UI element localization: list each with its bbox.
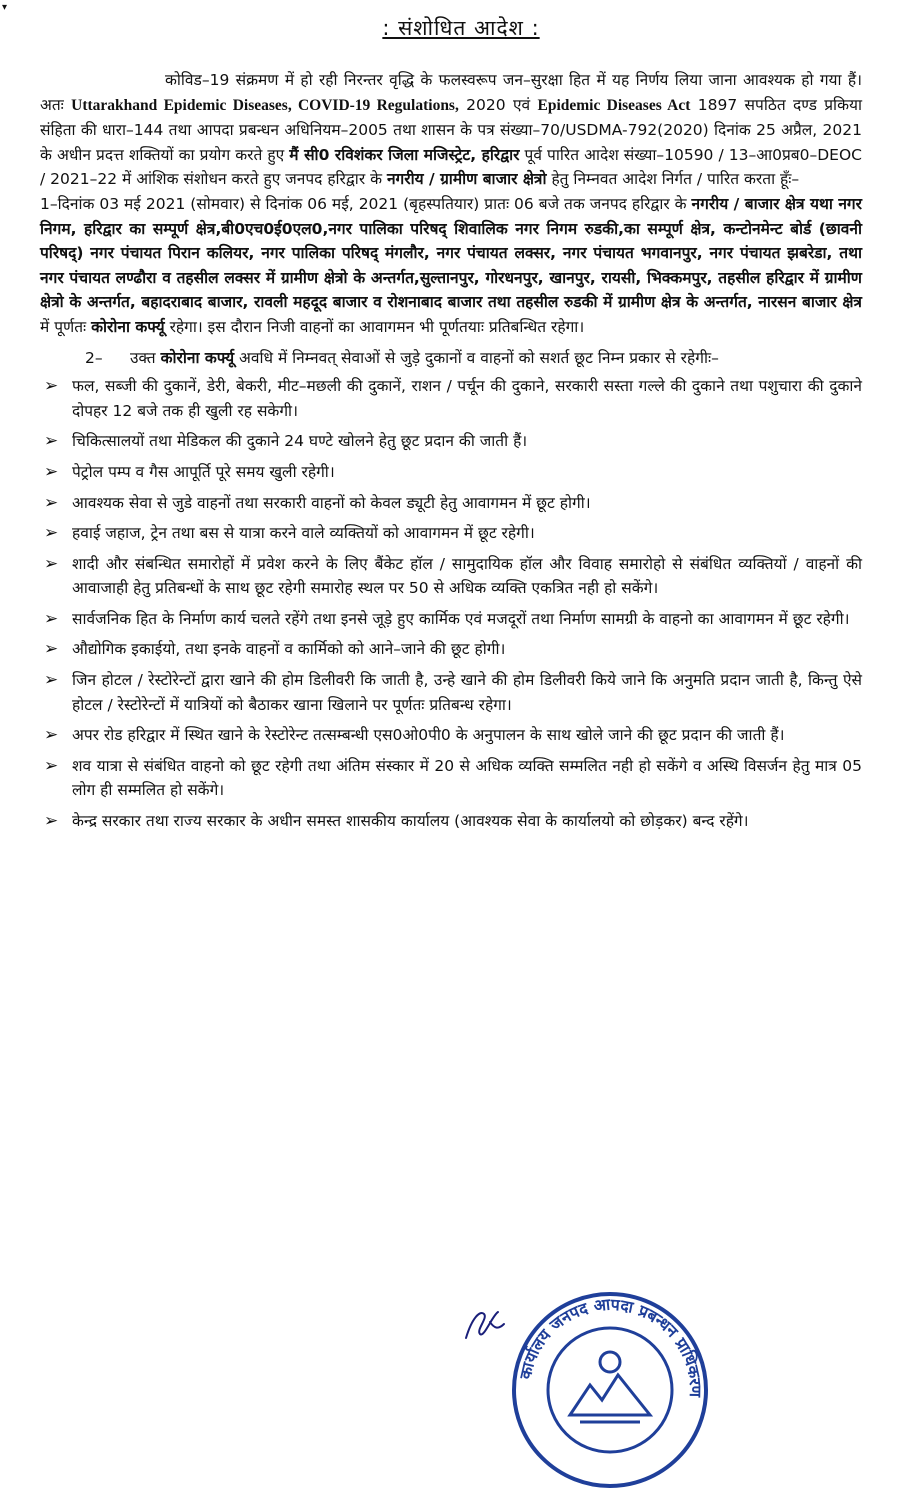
order-body (40, 68, 862, 840)
officer-name: मैं सी0 रविशंकर जिला मजिस्ट्रेट, हरिद्वार (289, 145, 520, 164)
list-item-text: अपर रोड हरिद्वार में स्थित खाने के रेस्टोरेन्ट तत्सम्बन्धी एस0ओ0पी0 के अनुपालन के साथ खोले जाने की छूट प्रदान की जाती हैं। (72, 726, 785, 745)
point-2-text: अवधि में निम्नवत् सेवाओं से जुड़े दुकानों व वाहनों को सशर्त छूट निम्न प्रकार से रहेगीः– (234, 348, 719, 367)
act-name: Epidemic Diseases Act (537, 96, 691, 114)
list-item (40, 754, 862, 803)
list-item (40, 491, 862, 516)
list-item-text: पेट्रोल पम्प व गैस आपूर्ति पूरे समय खुली रहेगी। (72, 462, 335, 481)
point-1-text: में पूर्णतः (40, 317, 92, 336)
list-item-text: फल, सब्जी की दुकानें, डेरी, बेकरी, मीट–मछली की दुकानें, राशन / पर्चून की दुकाने, सरकारी सस्ता गल्ले की दुकाने तथा पशुचारा की दुकाने दोपहर 12 बजे तक ही खुली रह सकेगी। (72, 377, 862, 420)
list-item-text: शादी और संबन्धित समारोहों में प्रवेश करने के लिए बैंकेट हॉल / सामुदायिक हॉल और विवाह समारोहो से संबंधित व्यक्तियों / वाहनों की आवाजाही हेतु प्रतिबन्धों के साथ छूट रहेगी समारोह स्थल पर 50 से अधिक व्यक्ति एकत्रित नही हो सकेंगे। (72, 554, 862, 598)
point-1-text: 1–दिनांक 03 मई 2021 (सोमवार) से दिनांक 06 मई, 2021 (बृहस्पतियार) प्रातः 06 बजे तक जनपद हरिद्वार के (40, 194, 692, 213)
list-item (40, 374, 862, 423)
curfew-label: कोरोना कर्फ्यू (160, 348, 235, 367)
list-item (40, 460, 862, 485)
official-seal (510, 1290, 710, 1490)
corner-mark: ▾ (2, 2, 8, 13)
list-item (40, 429, 862, 454)
point-2-number: 2– (85, 348, 103, 367)
intro-text: हेतु निम्नवत आदेश निर्गत / पारित करता हूँः– (546, 170, 800, 189)
list-item-text: आवश्यक सेवा से जुडे वाहनों तथा सरकारी वाहनों को केवल ड्यूटी हेतु आवागमन में छूट होगी। (72, 493, 591, 512)
intro-paragraph (40, 68, 862, 192)
market-areas: नगरीय / ग्रामीण बाजार क्षेत्रो (386, 170, 547, 189)
list-item (40, 552, 862, 601)
arrow-bullet-icon: ➢ (44, 670, 59, 691)
arrow-bullet-icon: ➢ (44, 461, 59, 482)
list-item (40, 723, 862, 748)
arrow-bullet-icon: ➢ (44, 523, 59, 544)
list-item (40, 637, 862, 662)
list-item-text: औद्योगिक इकाईयो, तथा इनके वाहनों व कार्मिको को आने–जाने की छूट होगी। (72, 640, 506, 659)
point-2-text: उक्त (130, 348, 161, 367)
arrow-bullet-icon: ➢ (44, 725, 59, 746)
point-1-areas: नगरीय / बाजार क्षेत्र यथा नगर निगम, हरिद्वार का सम्पूर्ण क्षेत्र,बी0एच0ई0एल0,नगर पालिका परिषद् शिवालिक नगर निगम रुडकी,का सम्पूर्ण क्षेत्र, कन्टोनमेन्ट बोर्ड (छावनी परिषद्) नगर पंचायत पिरान कलियर, नगर पालिका परिषद् मंगलौर, नगर पंचायत लक्सर, नगर पंचायत भगवानपुर, नगर पंचायत झबरेडा, तथा नगर पंचायत लण्ढौरा व तहसील लक्सर में ग्रामीण क्षेत्रो के अन्तर्गत,सुल्तानपुर, गोरधनपुर, खानपुर, रायसी, भिक्कमपुर, तहसील हरिद्वार में ग्रामीण क्षेत्रो के अन्तर्गत, बहादराबाद बाजार, रावली महदूद बाजार व रोशनाबाद बाजार तथा तहसील रुडकी में ग्रामीण क्षेत्र के अन्तर्गत, नारसन बाजार क्षेत्र (40, 194, 862, 312)
list-item-text: सार्वजनिक हित के निर्माण कार्य चलते रहेंगे तथा इनसे जूड़े हुए कार्मिक एवं मजदूरों तथा निर्माण सामग्री के वाहनो का आवागमन में छूट रहेगी। (72, 609, 850, 628)
signature (458, 1300, 518, 1350)
list-item-text: हवाई जहाज, ट्रेन तथा बस से यात्रा करने वाले व्यक्तियों को आवागमन में छूट रहेगी। (72, 524, 535, 543)
arrow-bullet-icon: ➢ (44, 553, 59, 574)
point-1 (40, 192, 862, 340)
list-item-text: केन्द्र सरकार तथा राज्य सरकार के अधीन समस्त शासकीय कार्यालय (आवश्यक सेवा के कार्यालयो को छोड़कर) बन्द रहेंगे। (72, 812, 749, 831)
list-item (40, 521, 862, 546)
list-item-text: चिकित्सालयों तथा मेडिकल की दुकाने 24 घण्टे खोलने हेतु छूट प्रदान की जाती हैं। (72, 432, 528, 451)
curfew-label: कोरोना कर्फ्यू (91, 317, 165, 336)
arrow-bullet-icon: ➢ (44, 431, 59, 452)
list-item (40, 607, 862, 632)
list-item (40, 668, 862, 717)
intro-text: 1897 सपठित दण्ड प्रकिया संहिता की धारा–144 तथा आपदा प्रबन्धन अधिनियम–2005 तथा शासन के पत्र संख्या–70/USDMA-792(2020) दिनांक 25 अप्रैल, 2021 के अधीन प्रदत्त शक्तियों का प्रयोग करते हुए (40, 95, 862, 164)
arrow-bullet-icon: ➢ (44, 376, 59, 397)
svg-text:कार्यालय जनपद आपदा प्रबन्धन प् (515, 1295, 705, 1399)
list-item (40, 809, 862, 834)
arrow-bullet-icon: ➢ (44, 608, 59, 629)
arrow-bullet-icon: ➢ (44, 639, 59, 660)
seal-text: कार्यालय जनपद आपदा प्रबन्धन प्राधिकरण (515, 1294, 706, 1398)
point-1-text: रहेगा। इस दौरान निजी वाहनों का आवागमन भी पूर्णतयाः प्रतिबन्धित रहेगा। (164, 317, 585, 336)
exemption-list (40, 374, 862, 834)
list-item-text: शव यात्रा से संबंधित वाहनो को छूट रहेगी तथा अंतिम संस्कार में 20 से अधिक व्यक्ति सम्मलित नही हो सकेंगे व अस्थि विसर्जन हेतु मात्र 05 लोग ही सम्मलित हो सकेंगे। (72, 756, 862, 800)
intro-text: पूर्व पारित आदेश संख्या–10590 / 13–आ0प्रब0–DEOC / 2021–22 में आंशिक संशोधन करते हुए जनपद हरिद्वार के (40, 145, 862, 189)
intro-text: कोविड–19 संक्रमण में हो रही निरन्तर वृद्धि के फलस्वरूप जन–सुरक्षा हित में यह निर्णय लिया जाना आवश्यक हो गया हैं। अतः (40, 71, 862, 114)
arrow-bullet-icon: ➢ (44, 811, 59, 832)
regulation-name: Uttarakhand Epidemic Diseases, COVID-19 Regulations, (71, 96, 459, 114)
arrow-bullet-icon: ➢ (44, 492, 59, 513)
list-item-text: जिन होटल / रेस्टोरेन्टों द्वारा खाने की होम डिलीवरी कि जाती है, उन्हे खाने की होम डिलीवरी किये जाने कि अनुमति प्रदान जाती है, किन्तु ऐसे होटल / रेस्टोरेन्टों में यात्रियों को बैठाकर खाना खिलाने पर पूर्णतः प्रतिबन्ध रहेगा। (72, 671, 862, 714)
arrow-bullet-icon: ➢ (44, 755, 59, 776)
page-title: : संशोधित आदेश : (382, 16, 540, 40)
intro-text: 2020 एवं (458, 95, 538, 114)
point-2 (40, 346, 862, 371)
